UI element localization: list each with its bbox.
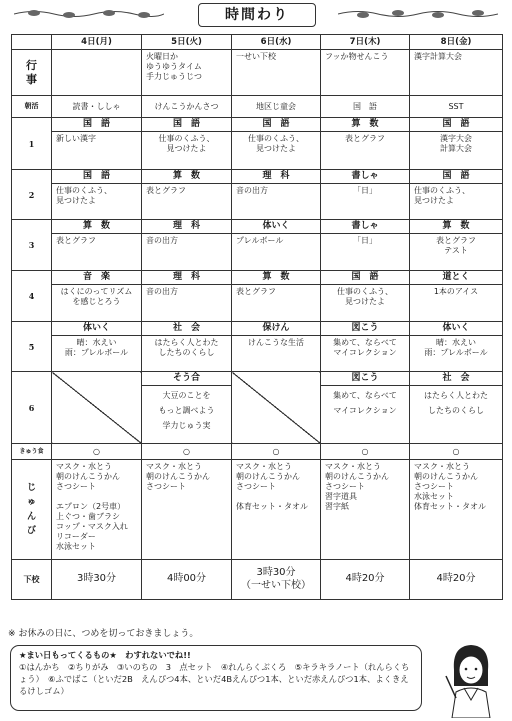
period-number: 4 [12,271,52,322]
lunch-mark: ○ [321,444,410,460]
lesson-cell: 算 数 表とグラフ [321,118,410,170]
lesson-cell: 国 語 仕事のくふう、 見つけたよ [142,118,232,170]
event-cell: 一せい下校 [232,50,321,96]
lesson-cell: 書しゃ 「日」 [321,220,410,271]
morning-activity-cell: けんこうかんさつ [142,96,232,118]
lunch-mark: ○ [52,444,142,460]
lunch-mark: ○ [232,444,321,460]
period-row-2 [12,170,503,220]
lesson-cell: 算 数 表とグラフ [232,271,321,322]
flower-vine-decoration-right [338,9,498,19]
lesson-cell: 国 語 仕事のくふう、 見つけたよ [321,271,410,322]
period-row-4 [12,271,503,322]
lesson-cell: 図こう 集めて、ならべて マイコレクション [321,372,410,444]
row-label: 朝活 [12,96,52,118]
preparation-cell: マスク・水とう 朝のけんこうかん さつシート エプロン（2号車） 上ぐつ・歯ブラシ コップ・マスク入れ リコーダー 水泳セット [52,460,142,560]
daily-items-bubble [10,645,422,711]
daily-items-title: ★まい日もってくるもの★ わすれないでね!! [19,650,191,660]
page-header [0,0,512,30]
flower-vine-decoration-left [14,9,164,19]
dismissal-time: 3時30分 [52,560,142,600]
lesson-cell: 社 会 はたらく人とわた したちのくらし [142,322,232,372]
lesson-cell: 理 科 音の出方 [142,271,232,322]
lesson-cell: 算 数 表とグラフ [142,170,232,220]
period-number: 3 [12,220,52,271]
preparation-cell: マスク・水とう 朝のけんこうかん さつシート 習字道具 習字紙 [321,460,410,560]
lesson-cell: 体いく 晴：水えい 雨：プレルボール [410,322,503,372]
lesson-cell: 理 科 音の出方 [232,170,321,220]
lesson-cell: そう合 大豆のことを もっと調べよう 学力じゅう実 [142,372,232,444]
lunch-mark: ○ [142,444,232,460]
lesson-cell: 国 語 新しい漢字 [52,118,142,170]
lesson-cell: 体いく プレルボール [232,220,321,271]
period-number: 5 [12,322,52,372]
row-label: きゅう食 [12,444,52,460]
lesson-cell: 図こう 集めて、ならべて マイコレクション [321,322,410,372]
dismissal-time: 4時20分 [410,560,503,600]
daily-items-list: ①はんかち ②ちりがみ ③いのちの 3 点セット ④れんらくぶくろ ⑤キラキラノート（れんらくちょう） ⑥ふでばこ（といだ2B えんぴつ4本、といだ4Bえんぴつ1本、といだ赤えんぴつ1本、よくきえるけしゴム） [19,662,410,697]
dismissal-time: 4時20分 [321,560,410,600]
corner-cell [12,35,52,50]
page-title: 時間わり [198,3,316,27]
event-cell: 漢字計算大会 [410,50,503,96]
lesson-cell: 音 楽 はくにのってリズム を感じとろう [52,271,142,322]
row-label: 下校 [12,560,52,600]
lesson-cell: 算 数 表とグラフ テスト [410,220,503,271]
dismissal-row [12,560,503,600]
lesson-cell: 社 会 はたらく人とわた したちのくらし [410,372,503,444]
timetable [11,34,503,600]
morning-activity-cell: SST [410,96,503,118]
day-header: 6日(水) [232,35,321,50]
row-label: 行 事 [12,50,52,96]
lesson-cell: 道とく 1本のアイス [410,271,503,322]
row-label: じ ゅ ん び [12,460,52,560]
lesson-cell: 保けん けんこうな生活 [232,322,321,372]
period-number: 1 [12,118,52,170]
preparation-cell: マスク・水とう 朝のけんこうかん さつシート 体育セット・タオル [232,460,321,560]
period-row-3 [12,220,503,271]
event-cell: フッか物せんこう [321,50,410,96]
period-number: 6 [12,372,52,444]
day-header: 7日(木) [321,35,410,50]
empty-lesson-cell [232,372,321,444]
lunch-row [12,444,503,460]
lesson-cell: 算 数 表とグラフ [52,220,142,271]
lesson-cell: 国 語 仕事のくふう、 見つけたよ [232,118,321,170]
period-row-5 [12,322,503,372]
day-header: 4日(月) [52,35,142,50]
dismissal-time: 4時00分 [142,560,232,600]
event-row [12,50,503,96]
morning-activity-cell: 地区じ童会 [232,96,321,118]
preparation-cell: マスク・水とう 朝のけんこうかん さつシート 水泳セット 体育セット・タオル [410,460,503,560]
lesson-cell: 書しゃ 「日」 [321,170,410,220]
lesson-cell: 理 科 音の出方 [142,220,232,271]
event-cell [52,50,142,96]
lesson-cell: 国 語 漢字大会 計算大会 [410,118,503,170]
lesson-cell: 体いく 晴：水えい 雨：プレルボール [52,322,142,372]
preparation-row [12,460,503,560]
morning-activity-cell: 国 語 [321,96,410,118]
teacher-illustration-icon [440,640,502,718]
morning-activity-cell: 読書・ししゃ [52,96,142,118]
lesson-cell: 国 語 仕事のくふう、 見つけたよ [52,170,142,220]
lesson-cell: 国 語 仕事のくふう、 見つけたよ [410,170,503,220]
nail-clipping-note: ※ お休みの日に、つめを切っておきましょう。 [8,629,199,639]
dismissal-time: 3時30分 （一せい下校） [232,560,321,600]
event-cell: 火曜日か ゆうゆうタイム 手力じゅうじつ [142,50,232,96]
day-header: 5日(火) [142,35,232,50]
period-number: 2 [12,170,52,220]
period-row-1 [12,118,503,170]
preparation-cell: マスク・水とう 朝のけんこうかん さつシート [142,460,232,560]
empty-lesson-cell [52,372,142,444]
day-header: 8日(金) [410,35,503,50]
lunch-mark: ○ [410,444,503,460]
day-header-row [12,35,503,50]
period-row-6 [12,372,503,444]
morning-activity-row [12,96,503,118]
